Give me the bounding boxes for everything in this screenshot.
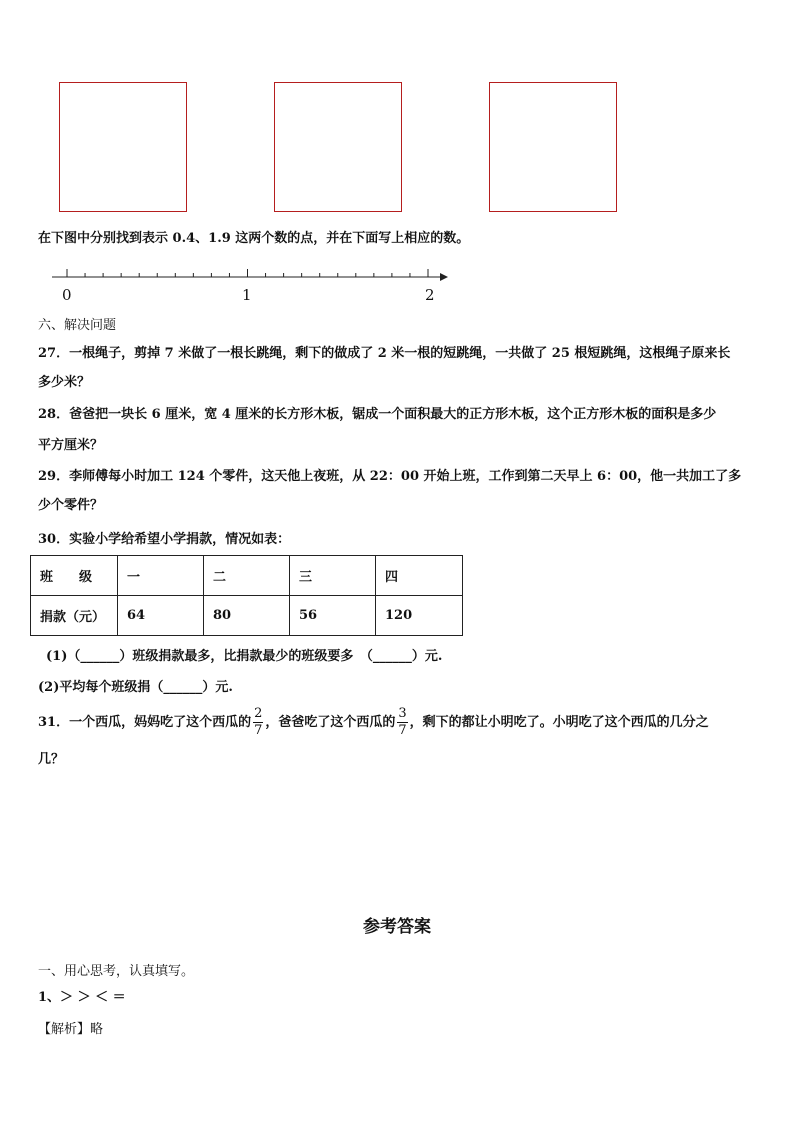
fraction-2-7 — [253, 706, 263, 739]
question-31-part3: ，剩下的都让小明吃了。小明吃了这个西瓜的几分之 — [409, 715, 709, 730]
donation-table — [30, 555, 463, 636]
number-line — [40, 262, 460, 286]
table-cell: 三 — [290, 556, 376, 596]
question-29-line1: 29．李师傅每小时加工 124 个零件，这天他上夜班，从 22：00 开始上班，工作到第二天早上 6：00，他一共加工了多 — [38, 469, 742, 484]
question-27-line2: 多少米？ — [38, 375, 91, 390]
number-line-arrow — [440, 273, 448, 281]
number-line-label-2: 2 — [425, 286, 435, 304]
number-line-label-1: 1 — [242, 286, 252, 304]
table-cell: 四 — [376, 556, 463, 596]
question-26-text: 在下图中分别找到表示 0.4、1.9 这两个数的点，并在下面写上相应的数。 — [38, 231, 470, 246]
answer-square-3 — [489, 82, 617, 212]
answer-1-note: 【解析】略 — [38, 1022, 104, 1037]
question-29-line2: 少个零件？ — [38, 498, 104, 513]
number-line-label-0: 0 — [62, 286, 72, 304]
number-line-ticks — [67, 269, 428, 277]
table-row — [31, 596, 463, 636]
answers-section-1: 一、用心思考，认真填写。 — [38, 964, 195, 979]
answers-title: 参考答案 — [363, 917, 431, 937]
table-cell: 80 — [204, 596, 290, 636]
fraction-denominator: 7 — [254, 723, 263, 738]
fraction-numerator: 3 — [398, 706, 407, 721]
fraction-denominator: 7 — [398, 723, 407, 738]
fraction-numerator: 2 — [254, 706, 263, 721]
section-6-heading: 六、解决问题 — [38, 318, 117, 333]
answer-square-2 — [274, 82, 402, 212]
table-cell: 捐款（元） — [31, 596, 118, 636]
question-27-line1: 27．一根绳子，剪掉 7 米做了一根长跳绳，剩下的做成了 2 米一根的短跳绳，一共做了 25 根短跳绳，这根绳子原来长 — [38, 346, 731, 361]
question-30-intro: 30．实验小学给希望小学捐款，情况如表： — [38, 532, 291, 547]
table-cell: 64 — [118, 596, 204, 636]
table-cell: 班 级 — [31, 556, 118, 596]
question-31-part2: ，爸爸吃了这个西瓜的 — [265, 715, 396, 730]
question-31-part1: 31．一个西瓜，妈妈吃了这个西瓜的 — [38, 715, 252, 730]
question-31-line1 — [38, 704, 709, 742]
table-cell: 二 — [204, 556, 290, 596]
question-28-line1: 28．爸爸把一块长 6 厘米，宽 4 厘米的长方形木板，锯成一个面积最大的正方形木板，这个正方形木板的面积是多少 — [38, 407, 717, 422]
answer-square-1 — [59, 82, 187, 212]
question-26 — [38, 230, 469, 247]
question-30-sub1: (1)（______）班级捐款最多，比捐款最少的班级要多 （______）元. — [46, 649, 443, 664]
fraction-3-7 — [397, 706, 407, 739]
table-cell: 一 — [118, 556, 204, 596]
table-cell: 120 — [376, 596, 463, 636]
answer-1: 1、＞ ＞ ＜ ＝ — [38, 990, 126, 1005]
question-30-sub2: (2)平均每个班级捐（______）元. — [38, 680, 233, 695]
table-header-row — [31, 556, 463, 596]
question-31-line2: 几？ — [38, 752, 65, 767]
table-cell: 56 — [290, 596, 376, 636]
question-28-line2: 平方厘米？ — [38, 438, 104, 453]
